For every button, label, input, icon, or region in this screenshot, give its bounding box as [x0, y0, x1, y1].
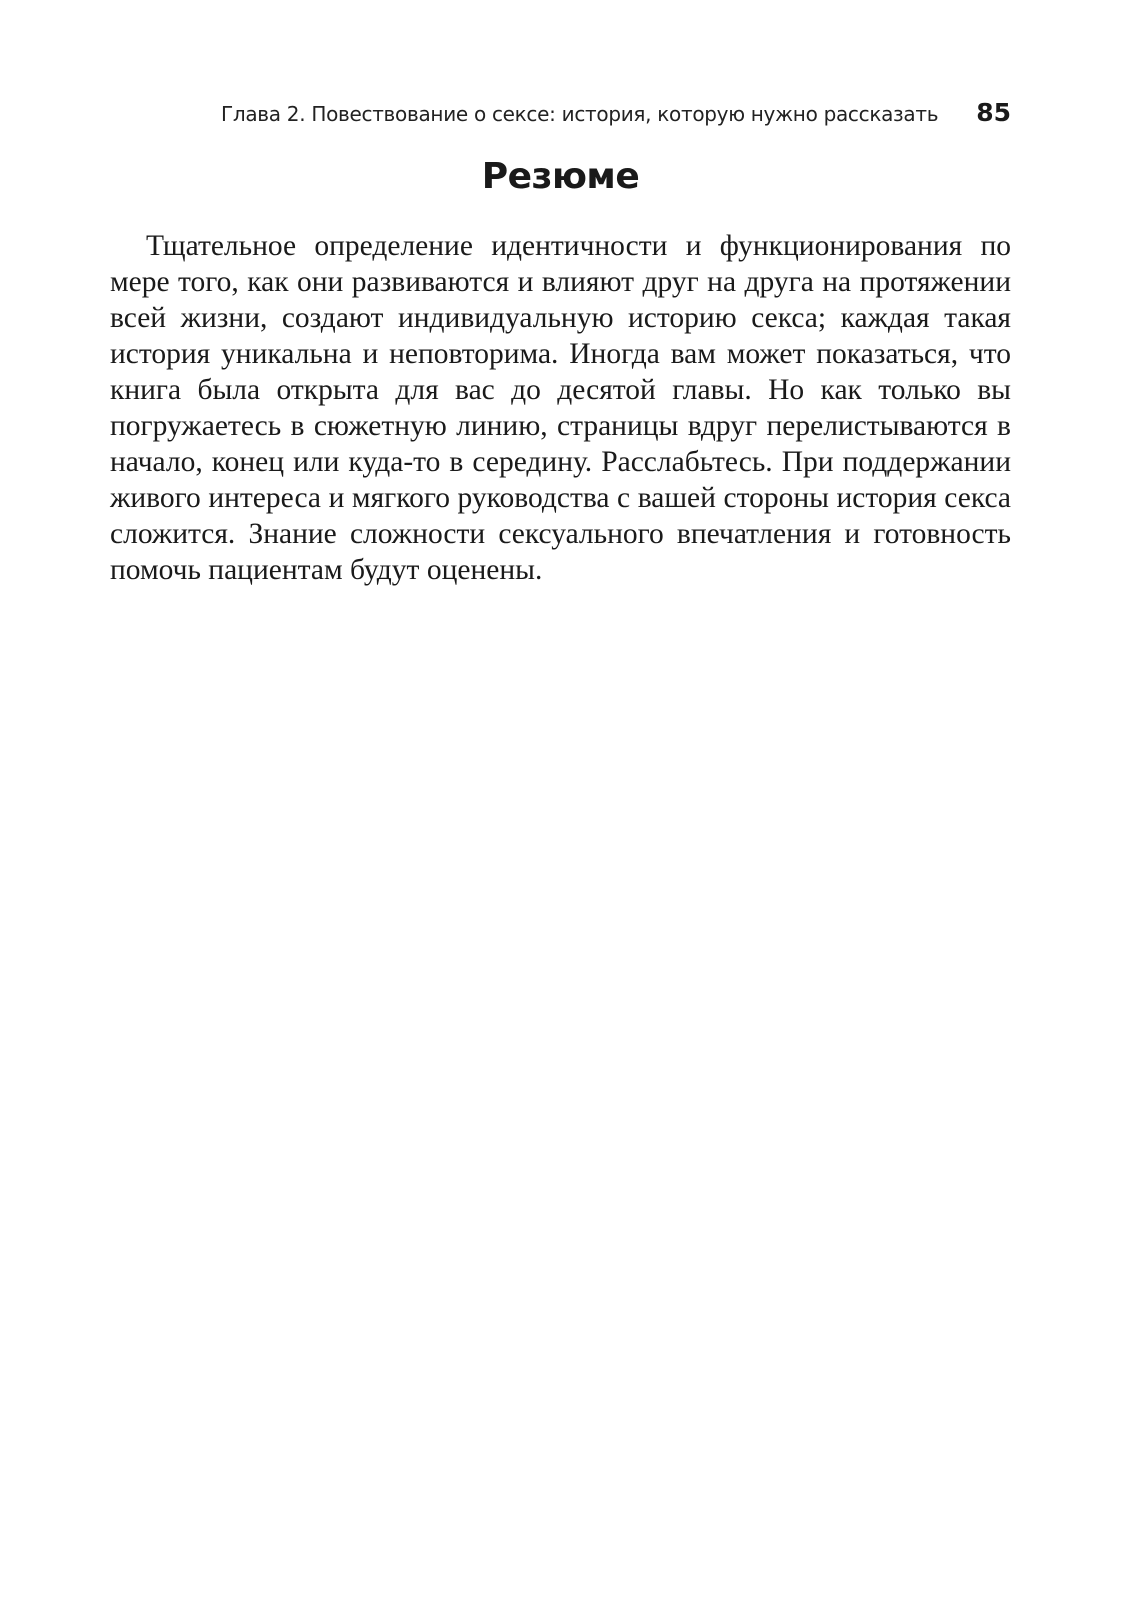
running-header-title: Глава 2. Повествование о сексе: история, которую нужно рассказать: [220, 102, 939, 126]
body-paragraph: Тщательное определение идентичности и функционирования по мере того, как они развиваются и влияют друг на друга на протяжении всей жизни, создают индивидуальную историю секса; каждая такая история уникальна и неповторима. Иногда вам может показаться, что книга была открыта для вас до десятой главы. Но как только вы погружаетесь в сюжетную линию, страницы вдруг перелистываются в начало, конец или куда-то в середину. Расслабьтесь. При поддержании живого интереса и мягкого руководства с вашей стороны история секса сложится. Знание сложности сексуального впечатления и готовность помочь пациентам будут оценены.: [110, 230, 1011, 586]
section-heading: Резюме: [481, 156, 640, 197]
page-number: 85: [976, 98, 1011, 127]
running-header: [110, 98, 1011, 138]
